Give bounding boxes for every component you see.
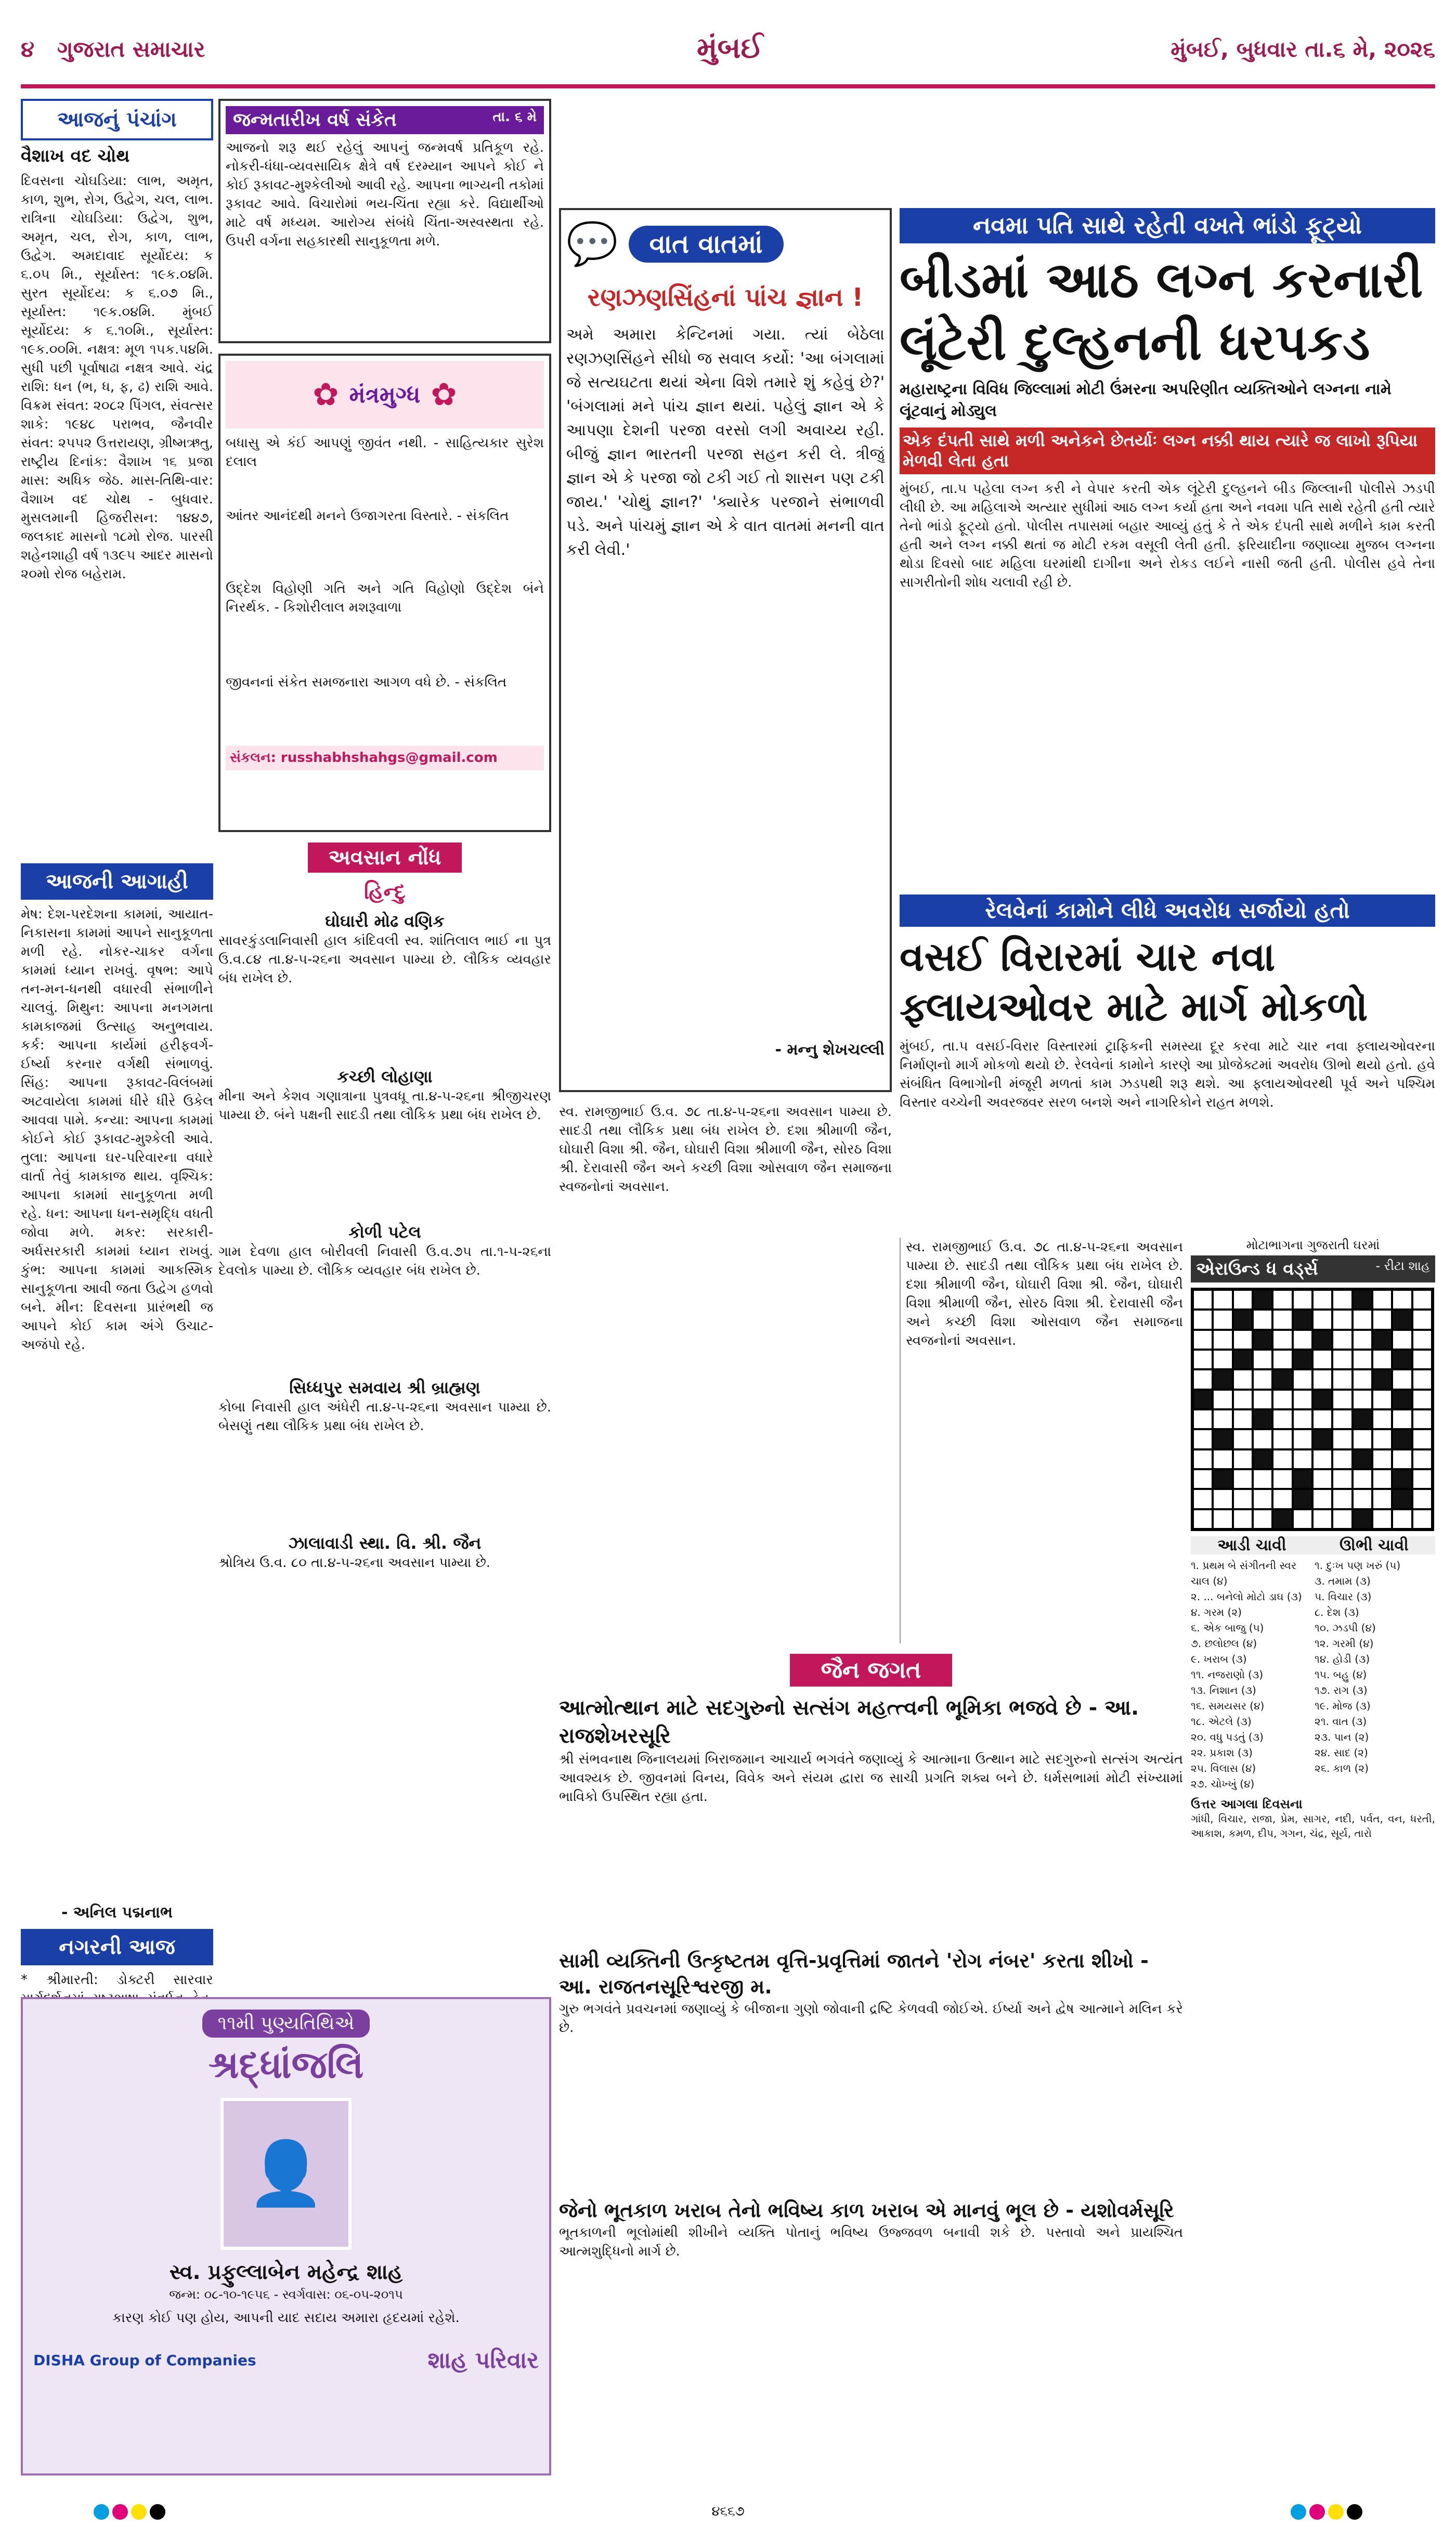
section-name: મુંબઈ: [697, 31, 763, 65]
crossword-cell[interactable]: [1293, 1390, 1312, 1409]
crossword-ad: મોટાભાગના ગુજરાતી ઘરમાં: [1246, 1238, 1380, 1252]
crossword-cell[interactable]: [1392, 1509, 1412, 1529]
crossword-cell: [1312, 1429, 1332, 1449]
clue-item: ૧૪. હોડી (૩): [1315, 1653, 1370, 1665]
crossword-cell[interactable]: [1253, 1429, 1272, 1449]
crossword-cell[interactable]: [1372, 1469, 1392, 1489]
crossword-cell[interactable]: [1412, 1369, 1432, 1389]
crossword-cell[interactable]: [1233, 1429, 1253, 1449]
crossword-cell: [1213, 1469, 1232, 1489]
crossword-cell[interactable]: [1193, 1449, 1213, 1469]
clue-item: ૧૨. ગરમી (૪): [1315, 1637, 1374, 1650]
rashifal-author: - અનિલ પદ્મનાભ: [61, 1903, 173, 1922]
obit-group-text: ગામ દેવળા હાલ બોરીવલી નિવાસી ઉ.વ.૭૫ તા.૧-૫-૨૬ના દેવલોક પામ્યા છે. લૌકિક વ્યવહાર બંધ રાખેલ છે.: [218, 1244, 551, 1278]
clue-item: ૧૭. રાગ (૩): [1315, 1684, 1368, 1696]
crossword-cell[interactable]: [1392, 1409, 1412, 1429]
vaatvaat-body: અમે અમારા કેન્ટિનમાં ગયા. ત્યાં બેઠેલા રણઝણસિંહને સીધો જ સવાલ કર્યો: 'આ બંગલામાં જે સત્યઘટતા થયાં એના વિશે તમારે શું કહેવું છે?' 'બંગલામાં મને પાંચ જ્ઞાન થયાં. પહેલું જ્ઞાન એ કે આપણા દેશની પરજા વરસો લગી અવાચ્ય રહી. બીજું જ્ઞાન ભારતની પરજા સહન કરી લે. ત્રીજું જ્ઞાન એ કે પરજા જો ટકી ગઈ તો શાસન પણ ટકી જાય.' 'ચોથું જ્ઞાન?' 'ક્યારેક પરજાને સંભાળવી પડે. અને પાંચમું જ્ઞાન એ કે વાત વાતમાં મનની વાત કરી લેવી.': [566, 326, 885, 559]
crossword-cell[interactable]: [1233, 1409, 1253, 1429]
crossword-cell[interactable]: [1233, 1390, 1253, 1409]
crossword-cell[interactable]: [1272, 1330, 1292, 1350]
crossword-cell[interactable]: [1312, 1489, 1332, 1509]
ad-message: કારણ કોઈ પણ હોય, આપની યાદ સદાય અમારા હૃદયમાં રહેશે.: [112, 2310, 460, 2326]
clue-item: ૧૩. નિશાન (૩): [1191, 1684, 1256, 1696]
lotus-icon: ✿: [313, 377, 339, 413]
crossword-cell[interactable]: [1293, 1409, 1312, 1429]
crossword-cell: [1353, 1409, 1372, 1429]
crossword-cell[interactable]: [1372, 1350, 1392, 1369]
crossword-cell[interactable]: [1213, 1409, 1232, 1429]
crossword-cell: [1233, 1310, 1253, 1329]
avsan-title: અવસાન નોંધ: [308, 843, 462, 873]
crossword-cell[interactable]: [1293, 1369, 1312, 1389]
obit-group-text: શ્રોત્રિય ઉ.વ. ૮૦ તા.૪-૫-૨૬ના અવસાન પામ્યા છે.: [218, 1555, 491, 1571]
clue-item: ૨૪. સાદ (૨): [1315, 1746, 1368, 1759]
vaatvaat-author: - મન્નુ શેખચલ્લી: [775, 1041, 885, 1059]
crossword-cell[interactable]: [1233, 1509, 1253, 1529]
jain-headline: જેનો ભૂતકાળ ખરાબ તેનો ભવિષ્ય કાળ ખરાબ એ માનવું ભૂલ છે - યશોવર્મસૂરિ: [559, 2199, 1174, 2222]
crossword-cell[interactable]: [1253, 1509, 1272, 1529]
obituary-section: [218, 843, 551, 1981]
crossword-cell[interactable]: [1412, 1489, 1432, 1509]
crossword-cell[interactable]: [1353, 1330, 1372, 1350]
jain-headline: આત્મોત્થાન માટે સદગુરુનો સત્સંગ મહત્ત્વની ભૂમિકા ભજવે છે - આ. રાજશેખરસૂરિ: [559, 1696, 1139, 1748]
across-title: આડી ચાવી: [1217, 1536, 1286, 1554]
crossword-cell[interactable]: [1233, 1330, 1253, 1350]
crossword-cell[interactable]: [1312, 1469, 1332, 1489]
mantra-title: મંત્રમુગ્ધ: [349, 381, 421, 408]
jain-body: ગુરુ ભગવંતે પ્રવચનમાં જણાવ્યું કે બીજાના ગુણો જોવાની દ્રષ્ટિ કેળવવી જોઈએ. ઈર્ષ્યા અને દ્વેષ આત્માને મલિન કરે છે.: [559, 2001, 1183, 2036]
crossword-cell[interactable]: [1213, 1310, 1232, 1329]
crossword-cell: [1392, 1350, 1412, 1369]
chat-icon: 💬: [566, 219, 618, 268]
obituary-right: [900, 1238, 1183, 1643]
crossword-cell[interactable]: [1372, 1449, 1392, 1469]
crossword-cell: [1253, 1409, 1272, 1429]
jain-body: ભૂતકાળની ભૂલોમાંથી શીખીને વ્યક્તિ પોતાનું ભવિષ્ય ઉજ્જવળ બનાવી શકે છે. પસ્તાવો અને પ્રાયશ્ચિત આત્મશુદ્ધિનો માર્ગ છે.: [559, 2225, 1183, 2259]
crossword-cell[interactable]: [1332, 1350, 1352, 1369]
crossword-cell[interactable]: [1272, 1429, 1292, 1449]
crossword-cell[interactable]: [1272, 1449, 1292, 1469]
obituary-continued: સ્વ. રામજીભાઈ ઉ.વ. ૭૮ તા.૪-૫-૨૬ના અવસાન પામ્યા છે. સાદડી તથા લૌકિક પ્રથા બંધ રાખેલ છે. દશા શ્રીમાળી જૈન, ઘોઘારી વિશા શ્રી. જૈન, ઘોઘારી વિશા શ્રીમાળી જૈન, સોરઠ વિશા શ્રી. દેરાવાસી જૈન અને કચ્છી વિશા ઓસવાળ જૈન સમાજના સ્વજનોનાં અવસાન.: [559, 1104, 892, 1195]
crossword-cell[interactable]: [1353, 1390, 1372, 1409]
lead-story: [900, 208, 1435, 884]
crossword-cell[interactable]: [1272, 1310, 1292, 1329]
jain-title: જૈન જગત: [790, 1654, 953, 1687]
crossword-cell[interactable]: [1193, 1469, 1213, 1489]
crossword-cell[interactable]: [1392, 1290, 1412, 1310]
clue-item: ૧૦. ઝડપી (૪): [1315, 1622, 1376, 1634]
crossword-cell[interactable]: [1332, 1469, 1352, 1489]
crossword-cell[interactable]: [1213, 1290, 1232, 1310]
obit-group-text: સાવરકુંડલાનિવાસી હાલ કાંદિવલી સ્વ. શાંતિલાલ ભાઈ ના પુત્ર ઉ.વ.૮૪ તા.૪-૫-૨૬ના અવસાન પામ્યા છે. લૌકિક વ્યવહાર બંધ રાખેલ છે.: [218, 933, 551, 986]
jain-body: શ્રી સંભવનાથ જિનાલયમાં બિરાજમાન આચાર્ય ભગવંતે જણાવ્યું કે આત્માના ઉત્થાન માટે સદગુરુનો સત્સંગ અત્યંત આવશ્યક છે. જીવનમાં વિનય, વિવેક અને સંયમ દ્વારા જ સાચી પ્રગતિ શક્ય બને છે. ધર્મસભામાં મોટી સંખ્યામાં ભાવિકો ઉપસ્થિત રહ્યા હતા.: [559, 1752, 1183, 1805]
crossword-cell[interactable]: [1372, 1489, 1392, 1509]
clue-item: ૨. ... બનેલો મોટો ડાઘ (૩): [1191, 1590, 1302, 1603]
color-registration: [1291, 2504, 1362, 2520]
obit-group-text: કોબા નિવાસી હાલ અંધેરી તા.૪-૫-૨૬ના અવસાન પામ્યા છે. બેસણું તથા લૌકિક પ્રથા બંધ રાખેલ છે.: [218, 1399, 551, 1434]
obit-group-name: સિધ્ધપુર સમવાય શ્રી બ્રાહ્મણ: [289, 1378, 480, 1397]
lead-headline: બીડમાં આઠ લગ્ન કરનારી લૂંટેરી દુલ્હનની ધરપકડ: [900, 251, 1423, 371]
crossword-cell: [1372, 1369, 1392, 1389]
crossword-cell[interactable]: [1253, 1369, 1272, 1389]
crossword-cell[interactable]: [1332, 1409, 1352, 1429]
crossword-cell[interactable]: [1412, 1390, 1432, 1409]
prev-answers-title: ઉત્તર આગલા દિવસના: [1191, 1797, 1303, 1811]
mantra-box: [218, 354, 551, 832]
crossword-cell[interactable]: [1253, 1489, 1272, 1509]
lead-intro: મહારાષ્ટ્રના વિવિધ જિલ્લામાં મોટી ઉંમરના અપરિણીત વ્યક્તિઓને લગ્નના નામે લૂંટવાનું મોડ્યુલ: [900, 380, 1392, 420]
rashifal-title: આજની આગાહી: [21, 863, 213, 900]
crossword-cell: [1353, 1290, 1372, 1310]
crossword-cell[interactable]: [1412, 1429, 1432, 1449]
crossword-cell[interactable]: [1332, 1390, 1352, 1409]
crossword-cell[interactable]: [1372, 1409, 1392, 1429]
clue-item: ૧. પ્રથમ બે સંગીતની સ્વર ચાલ (૪): [1191, 1559, 1297, 1587]
crossword-cell: [1392, 1390, 1412, 1409]
crossword-cell[interactable]: [1312, 1509, 1332, 1529]
crossword-cell: [1213, 1429, 1232, 1449]
crossword-cell: [1392, 1469, 1412, 1489]
paper-name: ગુજરાત સમાચાર: [57, 36, 205, 62]
crossword-cell[interactable]: [1353, 1489, 1372, 1509]
vasai-story: [900, 895, 1435, 1227]
obit-group-name: ઘોઘારી મોઢ વણિક: [325, 911, 445, 931]
crossword-author: - રીટા શાહ: [1375, 1259, 1430, 1273]
crossword-grid[interactable]: [1191, 1288, 1434, 1531]
down-clues: [1315, 1558, 1434, 1792]
crossword-cell: [1392, 1489, 1412, 1509]
crossword-cell[interactable]: [1272, 1350, 1292, 1369]
crossword-cell[interactable]: [1312, 1409, 1332, 1429]
crossword-cell: [1293, 1350, 1312, 1369]
crossword-cell: [1372, 1330, 1392, 1350]
crossword-title: એરાઉન્ડ ધ વર્ડ્સ: [1196, 1259, 1318, 1279]
crossword-cell[interactable]: [1253, 1310, 1272, 1329]
crossword-cell[interactable]: [1213, 1390, 1232, 1409]
clue-item: ૧૮. એટલે (૩): [1191, 1715, 1252, 1728]
crossword-cell[interactable]: [1392, 1449, 1412, 1469]
clue-item: ૨૩. પાન (૨): [1315, 1731, 1369, 1743]
obituary-right-text: સ્વ. રામજીભાઈ ઉ.વ. ૭૮ તા.૪-૫-૨૬ના અવસાન પામ્યા છે. સાદડી તથા લૌકિક પ્રથા બંધ રાખેલ છે. દશા શ્રીમાળી જૈન, ઘોઘારી વિશા શ્રી. જૈન, ઘોઘારી વિશા શ્રીમાળી જૈન, સોરઠ વિશા શ્રી. દેરાવાસી જૈન અને કચ્છી વિશા ઓસવાળ જૈન સમાજના સ્વજનોનાં અવસાન.: [906, 1239, 1183, 1349]
memorial-ad: [21, 1997, 551, 2476]
mantra-email: સંકલન: russhabhshahgs@gmail.com: [226, 746, 544, 770]
clue-item: ૫. વિચાર (૩): [1315, 1590, 1372, 1603]
page-code: ૪૬૬૭: [711, 2504, 745, 2519]
crossword-cell[interactable]: [1233, 1290, 1253, 1310]
panchang-subtitle: વૈશાખ વદ ચોથ: [21, 146, 130, 166]
clue-item: ૩. તમામ (૩): [1315, 1575, 1371, 1587]
obit-group-text: મીના અને કેશવ ગણાત્રાના પુત્રવધૂ તા.૪-૫-૨૬ના શ્રીજીચરણ પામ્યા છે. બંને પક્ષની સાદડી તથા લૌકિક પ્રથા બંધ રાખેલ છે.: [218, 1088, 551, 1123]
jain-headline: સામી વ્યક્તિની ઉત્કૃષ્ટતમ વૃત્તિ-પ્રવૃત્તિમાં જાતને 'રોગ નંબર' કરતા શીખો - આ. રાજતનસૂરિશ્વરજી મ.: [559, 1949, 1149, 1998]
crossword-cell[interactable]: [1213, 1449, 1232, 1469]
rashifal-body: મેષ: દેશ-પરદેશના કામમાં, આયાત-નિકાસના કામમાં આપને સાનુકૂળતા મળી રહે. નોકર-ચાકર વર્ગના કામમાં ધ્યાન રાખવું. વૃષભ: આપે તન-મન-ધનથી વધારવી સંભાળીને ચાલવું. મિથુન: આપના મનગમતા કામકાજમાં ઉત્સાહ અનુભવાય. કર્ક: આપના કાર્યમાં હરીફવર્ગ-ઈર્ષ્યા કરનાર વર્ગથી સંભાળવું. સિંહ: આપના રૂકાવટ-વિલંબમાં અટવાયેલા કામમાં ધીરે ધીરે ઉકેલ આવવા પામે. કન્યા: આપના કામમાં કોઈને કોઈ રૂકાવટ-મુશ્કેલી આવે. તુલા: આપના ઘર-પરિવારના વધારે વાર્તા તેવું કામકાજ થાય. વૃશ્ચિક: આપના કામમાં સાનુકૂળતા મળી રહે. ધન: આપના ધન-સમૃદ્ધિ વધતી જોવા મળે. મકર: સરકારી-અર્ધસરકારી કામમાં ધ્યાન રાખવું. કુંભ: આપના કામમાં આકસ્મિક સાનુકૂળતા આવી જતા ઉદ્વેગ હળવો બને. મીન: દિવસના પ્રારંભથી જ આપને કોઈ કામ અંગે ઉચાટ-અજંપો રહે.: [21, 906, 213, 1353]
crossword-cell[interactable]: [1353, 1469, 1372, 1489]
crossword-cell[interactable]: [1272, 1469, 1292, 1489]
crossword-section: [1191, 1238, 1435, 2481]
crossword-cell[interactable]: [1293, 1330, 1312, 1350]
issue-date: મુંબઈ, બુધવાર તા.૬ મે, ૨૦૨૬: [1171, 36, 1435, 62]
lead-body: મુંબઈ, તા.૫ પહેલા લગ્ન કરી ને વેપાર કરતી એક લૂંટેરી દુલ્હનને બીડ જિલ્લાની પોલીસે ઝડપી લીધી છે. આ મહિલાએ અત્યાર સુધીમાં આઠ લગ્ન કર્યા હતા અને નવમા પતિ સાથે રહેતી હતી ત્યારે તેનો ભાંડો ફૂટ્યો હતો. પોલીસ તપાસમાં બહાર આવ્યું હતું કે તે એક દંપતી સાથે મળીને કામ કરતી હતી અને લગ્ન નક્કી થતાં જ મોટી રકમ વસૂલી લેતી હતી. ફરિયાદીના જણાવ્યા મુજબ લગ્નના થોડા દિવસો બાદ મહિલા ઘરમાંથી દાગીના અને રોકડ લઈને નાસી જતી હતી. પોલીસ હવે તેના સાગરીતોની શોધ ચલાવી રહી છે.: [900, 481, 1435, 590]
crossword-cell[interactable]: [1293, 1429, 1312, 1449]
crossword-cell[interactable]: [1193, 1369, 1213, 1389]
crossword-cell[interactable]: [1193, 1290, 1213, 1310]
crossword-cell[interactable]: [1213, 1489, 1232, 1509]
crossword-cell: [1253, 1330, 1272, 1350]
crossword-cell[interactable]: [1412, 1310, 1432, 1329]
clue-item: ૬. એક બાજુ (૫): [1191, 1622, 1264, 1634]
crossword-cell: [1293, 1489, 1312, 1509]
crossword-cell[interactable]: [1332, 1290, 1352, 1310]
crossword-cell: [1312, 1390, 1332, 1409]
crossword-cell: [1353, 1449, 1372, 1469]
ad-name: સ્વ. પ્રફુલ્લાબેન મહેન્દ્ર શાહ: [169, 2260, 403, 2284]
vaatvaat-title: વાત વાતમાં: [629, 226, 784, 263]
clue-item: ૨૫. વિલાસ (૪): [1191, 1762, 1256, 1774]
crossword-cell[interactable]: [1233, 1369, 1253, 1389]
crossword-cell[interactable]: [1213, 1509, 1232, 1529]
crossword-cell[interactable]: [1332, 1489, 1352, 1509]
ad-family: શાહ પરિવાર: [427, 2347, 539, 2374]
crossword-cell[interactable]: [1193, 1409, 1213, 1429]
crossword-cell[interactable]: [1392, 1369, 1412, 1389]
crossword-cell: [1293, 1310, 1312, 1329]
clue-item: ૧૧. નજરાણો (૩): [1191, 1668, 1264, 1681]
crossword-cell[interactable]: [1253, 1390, 1272, 1409]
crossword-cell: [1272, 1369, 1292, 1389]
crossword-cell: [1233, 1350, 1253, 1369]
down-title: ઊભી ચાવી: [1340, 1536, 1409, 1554]
lead-kicker: નવમા પતિ સાથે રહેતી વખતે ભાંડો ફૂટ્યો: [900, 208, 1435, 243]
vaatvaat-headline: રણઝણસિંહનાં પાંચ જ્ઞાન !: [587, 283, 864, 312]
crossword-cell[interactable]: [1353, 1350, 1372, 1369]
crossword-cell[interactable]: [1372, 1290, 1392, 1310]
clue-item: ૧૯. મોજ (૩): [1315, 1700, 1371, 1712]
crossword-cell[interactable]: [1312, 1290, 1332, 1310]
vasai-kicker: રેલવેનાં કામોને લીધે અવરોધ સર્જાયો હતો: [900, 895, 1435, 927]
crossword-cell[interactable]: [1412, 1409, 1432, 1429]
panchang-title: આજનું પંચાંગ: [21, 99, 213, 140]
prev-answers: ગાંધી, વિચાર, રાજા, પ્રેમ, સાગર, નદી, પર્વત, વન, ધરતી, આકાશ, કમળ, દીપ, ગગન, ચંદ્ર, સૂર્ય, તારો: [1191, 1812, 1435, 1839]
crossword-cell[interactable]: [1332, 1449, 1352, 1469]
crossword-cell[interactable]: [1193, 1330, 1213, 1350]
birthday-date: તા. ૬ મે: [492, 109, 537, 125]
clue-item: ૨૧. વાત (૩): [1315, 1715, 1367, 1728]
crossword-cell: [1213, 1369, 1232, 1389]
clue-item: ૨૦. વધુ પડતું (૩): [1191, 1731, 1264, 1743]
vasai-body: મુંબઈ, તા.૫ વસઈ-વિરાર વિસ્તારમાં ટ્રાફિકની સમસ્યા દૂર કરવા માટે ચાર નવા ફ્લાયઓવરના નિર્માણનો માર્ગ મોકળો થયો છે. રેલવેનાં કામોને કારણે આ પ્રોજેક્ટમાં અવરોધ ઊભો થયો હતો. હવે સંબંધિત વિભાગોની મંજૂરી મળતાં કામ ઝડપથી શરૂ થશે. આ ફ્લાયઓવરથી પૂર્વ અને પશ્ચિમ વિસ્તાર વચ્ચેની અવરજવર સરળ બનશે અને નાગરિકોને રાહત મળશે.: [900, 1039, 1435, 1110]
crossword-cell[interactable]: [1272, 1390, 1292, 1409]
nagar-body: * શ્રીમારતી: ડોક્ટરી સારવાર: [21, 1972, 213, 1988]
vasai-headline: વસઈ વિરારમાં ચાર નવા ફ્લાયઓવર માટે માર્ગ મોકળો: [900, 934, 1368, 1030]
crossword-cell[interactable]: [1412, 1509, 1432, 1529]
crossword-cell[interactable]: [1272, 1489, 1292, 1509]
crossword-cell[interactable]: [1293, 1449, 1312, 1469]
crossword-cell[interactable]: [1372, 1310, 1392, 1329]
crossword-cell[interactable]: [1193, 1509, 1213, 1529]
crossword-cell: [1272, 1509, 1292, 1529]
birthday-body: આજનો શરૂ થઈ રહેલું આપનું જન્મવર્ષ પ્રતિકૂળ રહે. નોકરી-ધંધા-વ્યવસાયિક ક્ષેત્રે વર્ષ દરમ્યાન આપને કોઈ ને કોઈ રૂકાવટ-મુશ્કેલીઓ આવી રહે. આપના ભાગ્યની તકોમાં રૂકાવટ આવે. વિચારોમાં ભય-ચિંતા રહ્યા કરે. વિદ્યાર્થીઓ માટે વર્ષ મધ્યમ. આરોગ્ય સંબંધે ચિંતા-અસ્વસ્થતા રહે. ઉપરી વર્ગના સહકારથી સાનુકૂળતા મળે.: [226, 140, 544, 249]
crossword-cell[interactable]: [1353, 1310, 1372, 1329]
clue-item: ૮. દેશ (૩): [1315, 1606, 1359, 1618]
clue-item: ૨૭. ચોખ્ખું (૪): [1191, 1778, 1255, 1790]
crossword-cell[interactable]: [1372, 1429, 1392, 1449]
crossword-cell[interactable]: [1253, 1469, 1272, 1489]
crossword-cell[interactable]: [1332, 1310, 1352, 1329]
crossword-cell[interactable]: [1233, 1489, 1253, 1509]
crossword-cell: [1253, 1449, 1272, 1469]
obit-group-name: કોળી પટેલ: [348, 1222, 421, 1242]
ad-dates: જન્મ: ૦૮-૧૦-૧૯૫૬ - સ્વર્ગવાસ: ૦૬-૦૫-૨૦૧૫: [169, 2287, 403, 2302]
page-number: ૪: [21, 36, 35, 62]
crossword-cell[interactable]: [1332, 1429, 1352, 1449]
birthday-title: જન્મતારીખ વર્ષ સંકેત: [233, 109, 397, 131]
nagar-title: નગરની આજ: [21, 1929, 213, 1965]
crossword-cell[interactable]: [1353, 1429, 1372, 1449]
crossword-cell[interactable]: [1272, 1290, 1292, 1310]
avsan-community: હિન્દુ: [364, 880, 406, 904]
crossword-cell: [1392, 1429, 1412, 1449]
obit-group-name: કચ્છી લોહાણા: [337, 1067, 433, 1086]
across-clues: [1191, 1558, 1310, 1792]
clue-item: ૧૬. સમયસર (૪): [1191, 1700, 1265, 1712]
crossword-cell[interactable]: [1412, 1469, 1432, 1489]
crossword-cell[interactable]: [1392, 1330, 1412, 1350]
crossword-cell[interactable]: [1412, 1449, 1432, 1469]
crossword-cell: [1353, 1509, 1372, 1529]
crossword-cell[interactable]: [1332, 1330, 1352, 1350]
crossword-cell[interactable]: [1353, 1369, 1372, 1389]
crossword-cell: [1293, 1469, 1312, 1489]
crossword-cell[interactable]: [1332, 1369, 1352, 1389]
mantra-quote: આંતર આનંદથી મનને ઉજાગરતા વિસ્તારે. - સંકલિત: [226, 508, 509, 524]
vaatvaat-box: [559, 208, 892, 1092]
portrait-photo: 👤: [220, 2098, 352, 2250]
print-footer: [0, 2496, 1456, 2527]
masthead: [21, 21, 1435, 88]
crossword-cell[interactable]: [1193, 1429, 1213, 1449]
crossword-cell[interactable]: [1233, 1449, 1253, 1469]
clue-item: ૭. છલોછલ (૪): [1191, 1637, 1257, 1650]
crossword-cell[interactable]: [1193, 1350, 1213, 1369]
crossword-cell[interactable]: [1412, 1290, 1432, 1310]
crossword-cell[interactable]: [1213, 1330, 1232, 1350]
crossword-cell[interactable]: [1412, 1350, 1432, 1369]
clue-item: ૨૨. પ્રકાશ (૩): [1191, 1746, 1253, 1759]
crossword-cell[interactable]: [1372, 1509, 1392, 1529]
crossword-cell[interactable]: [1253, 1350, 1272, 1369]
crossword-cell: [1312, 1330, 1332, 1350]
mantra-quote: ઉદ્દેશ વિહોણી ગતિ અને ગતિ વિહોણો ઉદ્દેશ બંને નિરર્થક. - કિશોરીલાલ મશરૂવાળા: [226, 581, 544, 615]
jain-section: [559, 1654, 1183, 2481]
crossword-cell[interactable]: [1312, 1310, 1332, 1329]
ad-sponsor: DISHA Group of Companies: [33, 2352, 256, 2369]
crossword-cell[interactable]: [1312, 1369, 1332, 1389]
obit-group-name: ઝાલાવાડી સ્થા. વિ. શ્રી. જૈન: [288, 1533, 482, 1553]
crossword-cell: [1392, 1310, 1412, 1329]
ad-top: ૧૧મી પુણ્યતિથિએ: [202, 2010, 370, 2038]
crossword-cell[interactable]: [1412, 1330, 1432, 1350]
crossword-cell[interactable]: [1213, 1350, 1232, 1369]
clue-item: ૨૬. કાળ (૨): [1315, 1762, 1369, 1774]
crossword-cell[interactable]: [1272, 1409, 1292, 1429]
clue-item: ૧૫. બહુ (૪): [1315, 1668, 1367, 1681]
panchang-body: દિવસના ચોઘડિયા: લાભ, અમૃત, કાળ, શુભ, રોગ, ઉદ્વેગ, ચલ, લાભ. રાત્રિના ચોઘડિયા: ઉદ્વેગ, શુભ, અમૃત, ચલ, રોગ, કાળ, લાભ, ઉદ્વેગ. અમદાવાદ સૂર્યોદય: ક ૬.૦૫ મિ., સૂર્યાસ્ત: ૧૯ક.૦૪મિ. સુરત સૂર્યોદય: ક ૬.૦૭ મિ., સૂર્યાસ્ત: ૧૯ક.૦૪મિ. મુંબઈ સૂર્યોદય: ક ૬.૧૦મિ., સૂર્યાસ્ત: ૧૯ક.૦૦મિ. નક્ષત્ર: મૂળ ૧૫ક.૫૪મિ. સુધી પછી પૂર્વાષાઢા નક્ષત્ર આવે. ચંદ્ર રાશિ: ધન (ભ, ધ, ફ, ઢ) રાશિ આવે. વિક્રમ સંવત: ૨૦૮૨ પિંગલ, સંવત્સર શાકે: ૧૯૪૮ પરાભવ, જૈનવીર સંવત: ૨૫૫૨ ઉત્તરાયણ, ગ્રીષ્મઋતુ, રાષ્ટ્રીય દિનાંક: વૈશાખ ૧૬ પ્રજા માસ: અધિક જેઠ. માસ-તિથિ-વાર: વૈશાખ વદ ચોથ - બુધવાર. મુસલમાની હિજરીસન: ૧૪૪૭, જલકાદ માસનો ૧૮મો રોજ. પારસી શહેનશાહી વર્ષ ૧૩૯૫ આદર માસનો ૨૦મો રોજ બહેરામ.: [21, 173, 213, 582]
crossword-cell[interactable]: [1293, 1290, 1312, 1310]
crossword-cell[interactable]: [1193, 1310, 1213, 1329]
mantra-quote: બધાસુ એ કંઈ આપણું જીવંત નથી. - સાહિત્યકાર સુરેશ દલાલ: [226, 435, 544, 470]
ad-title: શ્રદ્ધાંજલિ: [208, 2043, 364, 2087]
clue-item: ૯. ખરાબ (૩): [1191, 1653, 1247, 1665]
crossword-cell[interactable]: [1193, 1489, 1213, 1509]
color-registration: [94, 2504, 165, 2520]
crossword-cell[interactable]: [1332, 1509, 1352, 1529]
clue-item: ૪. ગરમ (૨): [1191, 1606, 1242, 1618]
crossword-cell[interactable]: [1312, 1449, 1332, 1469]
crossword-cell: [1193, 1390, 1213, 1409]
crossword-cell[interactable]: [1312, 1350, 1332, 1369]
crossword-cell[interactable]: [1372, 1390, 1392, 1409]
crossword-cell[interactable]: [1233, 1469, 1253, 1489]
birthday-box: [218, 99, 551, 343]
lotus-icon: ✿: [431, 377, 457, 413]
clue-item: ૧. દુઃખ પણ ખરું (૫): [1315, 1559, 1401, 1572]
lead-sub: એક દંપતી સાથે મળી અનેકને છેતર્યાઃ લગ્ન નક્કી થાય ત્યારે જ લાખો રૂપિયા મેળવી લેતા હતા: [900, 427, 1435, 474]
crossword-cell[interactable]: [1293, 1509, 1312, 1529]
mantra-quote: જીવનનાં સંકેત સમજનારા આગળ વધે છે. - સંકલિત: [226, 675, 507, 690]
crossword-cell: [1253, 1290, 1272, 1310]
